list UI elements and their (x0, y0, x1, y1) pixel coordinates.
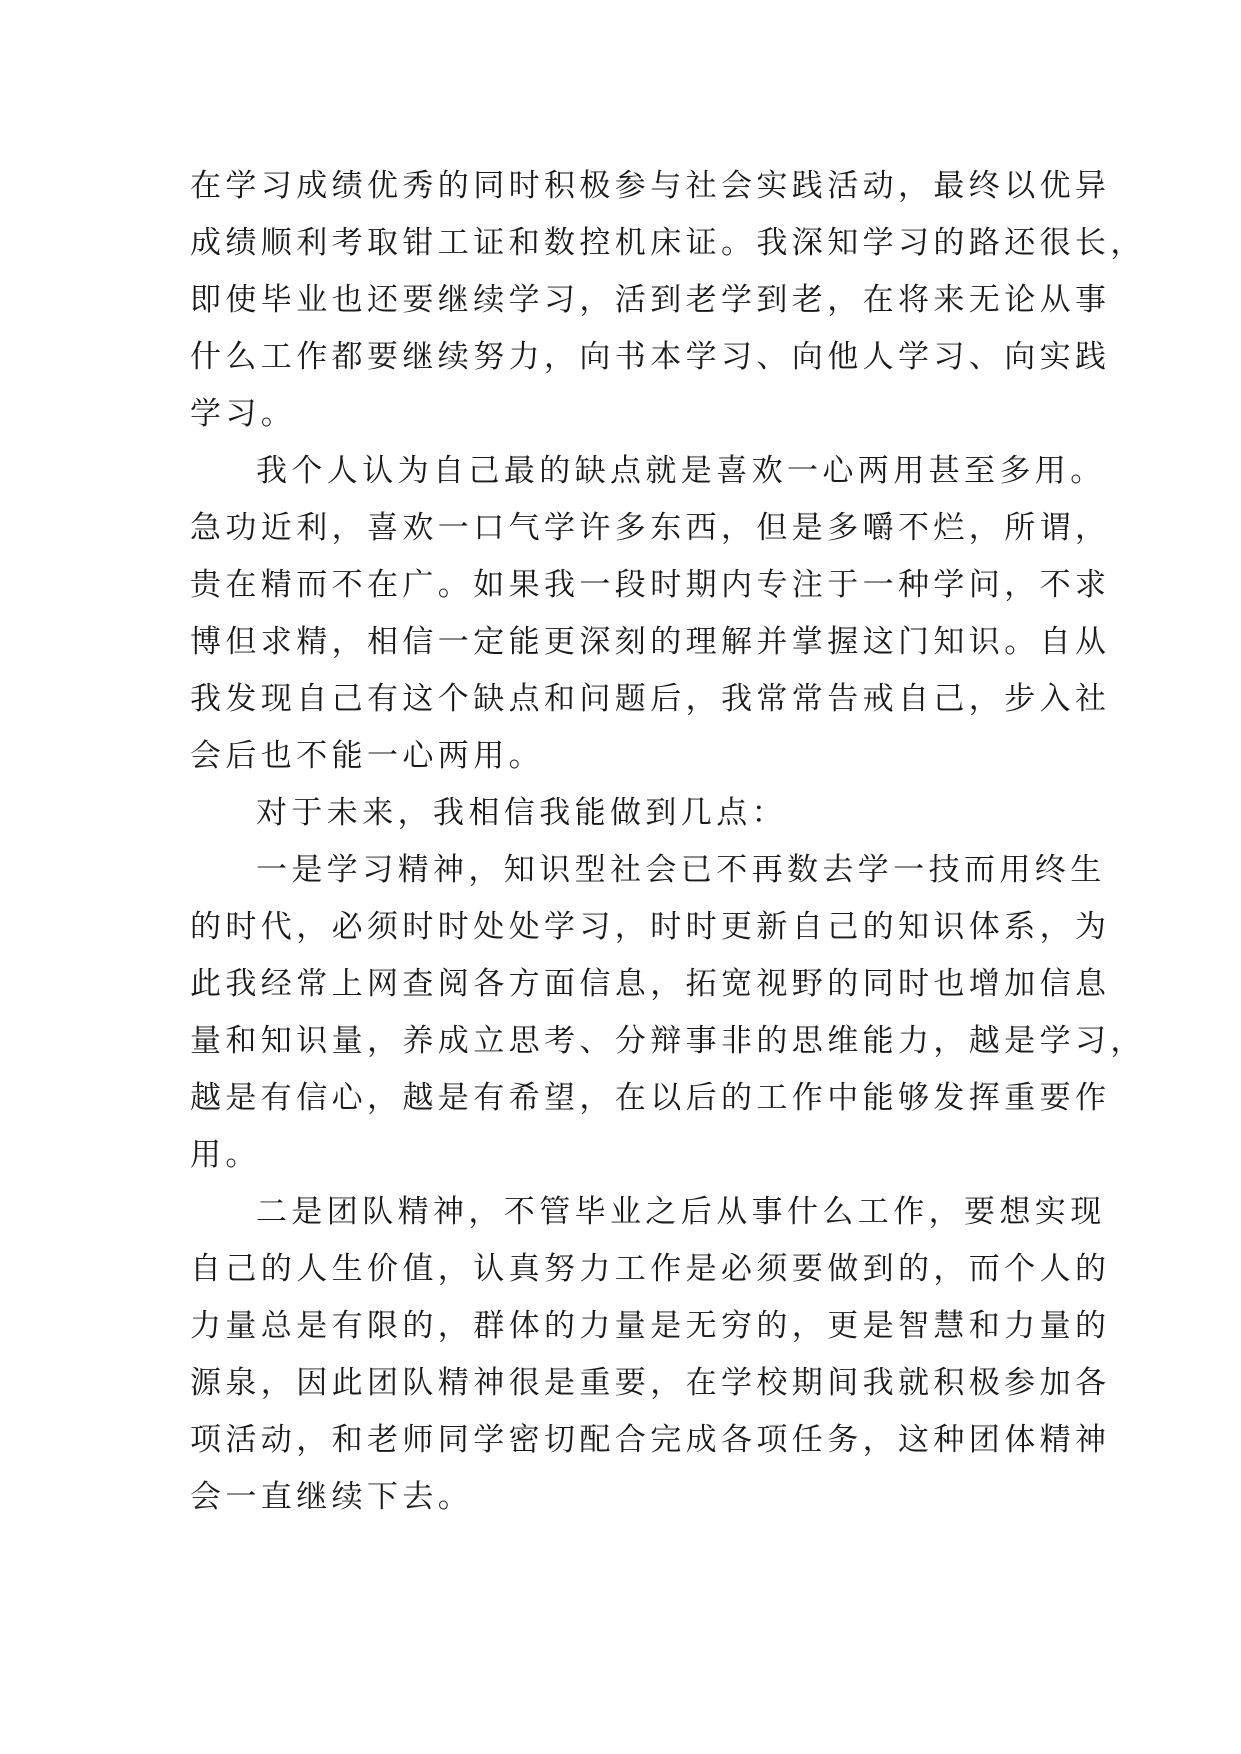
paragraph-shortcoming (190, 443, 1111, 785)
paragraph-point-two (190, 1184, 1111, 1526)
document-body (190, 158, 1146, 1526)
text-line: 什么工作都要继续努力，向书本学习、向他人学习、向实践 (190, 339, 1111, 375)
text-line: 在学习成绩优秀的同时积极参与社会实践活动，最终以优异 (190, 168, 1111, 204)
text-line: 贵在精而不在广。如果我一段时期内专注于一种学问，不求 (190, 567, 1111, 603)
text-line: 量和知识量，养成立思考、分辩事非的思维能力，越是学习， (190, 1023, 1146, 1059)
text-line: 的时代，必须时时处处学习，时时更新自己的知识体系，为 (190, 909, 1111, 945)
text-line: 急功近利，喜欢一口气学许多东西，但是多嚼不烂，所谓， (190, 510, 1111, 546)
text-line: 即使毕业也还要继续学习，活到老学到老，在将来无论从事 (190, 282, 1111, 318)
text-line: 我发现自己有这个缺点和问题后，我常常告戒自己，步入社 (190, 681, 1111, 717)
text-line: 源泉，因此团队精神很是重要，在学校期间我就积极参加各 (190, 1365, 1111, 1401)
text-line: 会一直继续下去。 (190, 1479, 474, 1515)
text-line: 二是团队精神，不管毕业之后从事什么工作，要想实现 (256, 1194, 1106, 1230)
text-line: 会后也不能一心两用。 (190, 738, 544, 774)
text-line: 博但求精，相信一定能更深刻的理解并掌握这门知识。自从 (190, 624, 1111, 660)
text-line: 自己的人生价值，认真努力工作是必须要做到的，而个人的 (190, 1251, 1111, 1287)
text-line: 力量总是有限的，群体的力量是无穷的，更是智慧和力量的 (190, 1308, 1111, 1344)
text-line: 此我经常上网查阅各方面信息，拓宽视野的同时也增加信息 (190, 966, 1111, 1002)
text-line: 学习。 (190, 396, 297, 432)
paragraph-future-intro (190, 785, 1070, 842)
text-line: 越是有信心，越是有希望，在以后的工作中能够发挥重要作 (190, 1080, 1111, 1116)
text-line: 成绩顺利考取钳工证和数控机床证。我深知学习的路还很长， (190, 225, 1146, 261)
paragraph-continued (190, 158, 1146, 443)
text-line: 用。 (190, 1137, 261, 1173)
text-line: 一是学习精神，知识型社会已不再数去学一技而用终生 (256, 852, 1106, 888)
paragraph-point-one (190, 842, 1146, 1184)
text-line: 项活动，和老师同学密切配合完成各项任务，这种团体精神 (190, 1422, 1111, 1458)
text-line: 我个人认为自己最的缺点就是喜欢一心两用甚至多用。 (256, 453, 1106, 489)
text-line: 对于未来，我相信我能做到几点： (256, 795, 787, 831)
